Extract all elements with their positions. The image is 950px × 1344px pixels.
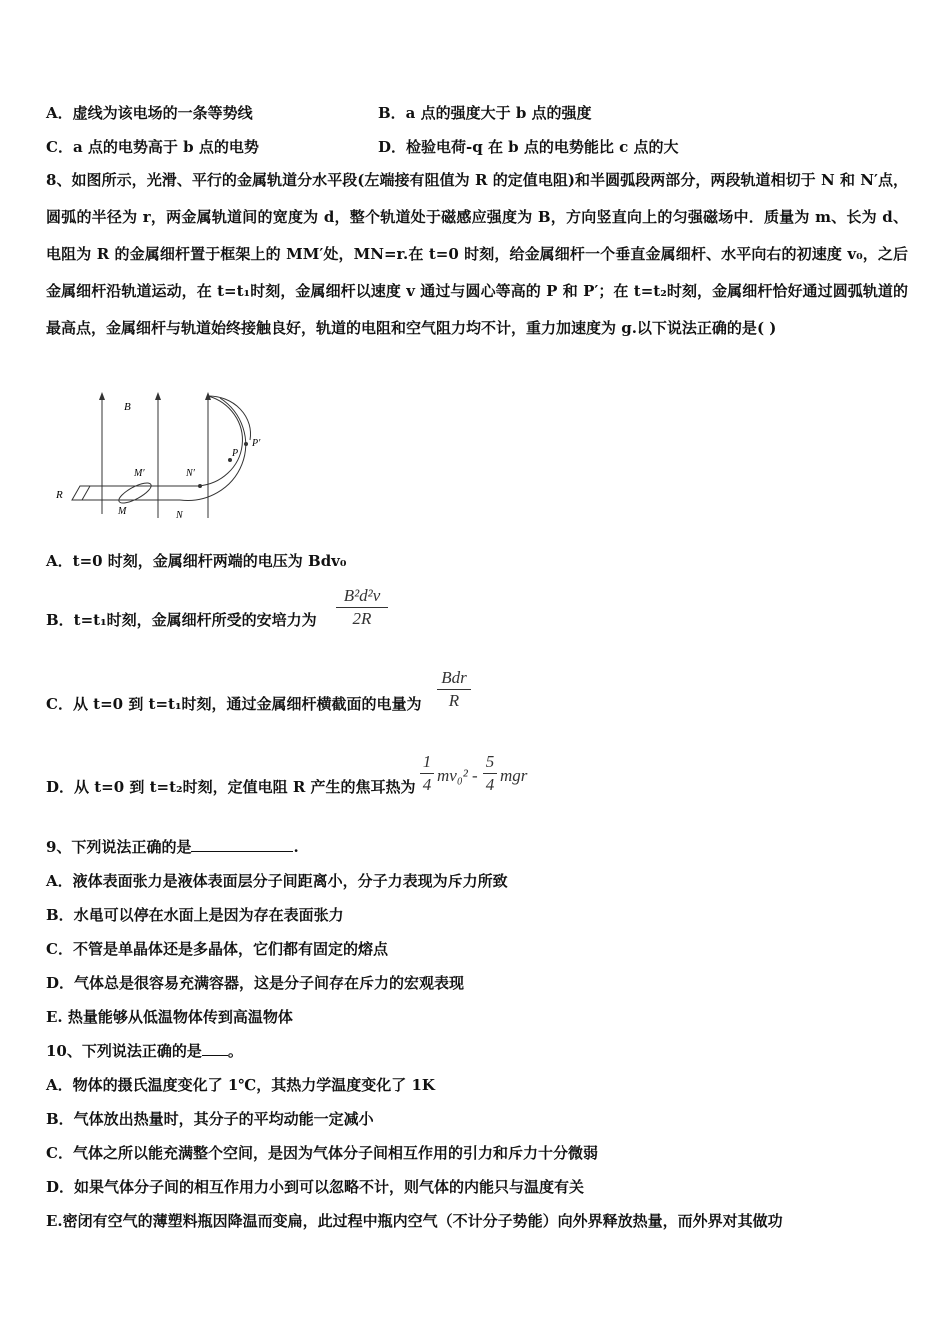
q8-figure (50, 388, 290, 532)
q9-option-c: C．不管是单晶体还是多晶体，它们都有固定的熔点 (46, 940, 388, 958)
q10-stem-text: 10、下列说法正确的是 (46, 1042, 202, 1060)
q8-c-denominator: R (448, 691, 460, 710)
label-p: P (232, 448, 239, 459)
q7-option-d: D．检验电荷-q 在 b 点的电势能比 c 点的大 (378, 138, 679, 156)
q10-option-d: D．如果气体分子间的相互作用力小到可以忽略不计，则气体的内能只与温度有关 (46, 1178, 585, 1196)
label-np: N′ (186, 468, 195, 479)
q10-option-e: E.密闭有空气的薄塑料瓶因降温而变扁，此过程中瓶内空气（不计分子势能）向外界释放热量，而外界对其做功 (46, 1212, 783, 1230)
label-r: R (56, 489, 63, 501)
q8-d-term-1: mv₀² (437, 766, 468, 785)
label-pp: P′ (252, 438, 261, 449)
q8-option-c: C．从 t=0 到 t=t₁时刻，通过金属细杆横截面的电量为 (46, 695, 422, 713)
label-mp: M′ (134, 468, 145, 479)
field-arrow-2-head (155, 392, 161, 400)
q7-option-c: C．a 点的电势高于 b 点的电势 (46, 138, 259, 156)
q10-stem: 10、下列说法正确的是 。 (46, 1042, 243, 1060)
field-arrow-1-head (99, 392, 105, 400)
q8-b-numerator: B²d²v (343, 586, 381, 605)
rail-diagram (50, 388, 290, 528)
q9-option-a: A．液体表面张力是液体表面层分子间距离小，分子力表现为斥力所致 (46, 872, 508, 890)
label-b: B (124, 401, 131, 413)
q9-stem: 9、下列说法正确的是 . (46, 838, 299, 856)
q10-option-c: C．气体之所以能充满整个空间，是因为气体分子间相互作用的引力和斥力十分微弱 (46, 1144, 598, 1162)
q8-option-b-fraction (336, 586, 388, 629)
q7-option-a: A．虚线为该电场的一条等势线 (46, 104, 253, 122)
q8-d-fraction-1: 1 4 (420, 752, 434, 795)
q8-d-term-2: mgr (500, 766, 528, 785)
q8-option-c-fraction (437, 668, 471, 711)
arc-inner (198, 396, 242, 486)
metal-rod (116, 479, 153, 506)
q8-d-fraction-2: 5 4 (483, 752, 497, 795)
q9-option-e: E. 热量能够从低温物体传到高温物体 (46, 1008, 293, 1026)
q8-b-denominator: 2R (352, 609, 372, 628)
q10-option-a: A．物体的摄氏温度变化了 1℃，其热力学温度变化了 1K (46, 1076, 435, 1094)
point-pp (244, 442, 248, 446)
q8-option-d: D．从 t=0 到 t=t₂时刻，定值电阻 R 产生的焦耳热为 (46, 778, 416, 796)
q8-c-numerator: Bdr (441, 668, 467, 687)
q9-option-d: D．气体总是很容易充满容器，这是分子间存在斥力的宏观表现 (46, 974, 465, 992)
q9-answer-blank[interactable] (191, 837, 293, 852)
q8-stem: 8、如图所示，光滑、平行的金属轨道分水平段(左端接有阻值为 R 的定值电阻)和半圆弧段两部分，两段轨道相切于 N 和 N′点，圆弧的半径为 r，两金属轨道间的宽度为 d，整个轨道处于磁感应强度为 B，方向竖直向上的匀强磁场中．质量为 m、长为 d、电阻为 R 的金属细杆置于框架上的 MM′处，MN=r.在 t=0 时刻，给金属细杆一个垂直金属细杆、水平向右的初速度 v₀，之后金属细杆沿轨道运动，在 t=t₁时刻，金属细杆以速度 v 通过与圆心等高的 P 和 P′；在 t=t₂时刻，金属细杆恰好通过圆弧轨道的最高点，金属细杆与轨道始终接触良好，轨道的电阻和空气阻力均不计，重力加速度为 g.以下说法正确的是( ) (46, 171, 908, 337)
q8-option-b: B．t=t₁时刻，金属细杆所受的安培力为 (46, 611, 317, 629)
q8-d-minus: - (472, 766, 478, 785)
q7-option-b: B．a 点的强度大于 b 点的强度 (378, 104, 592, 122)
point-np (198, 484, 202, 488)
q8-option-a: A．t=0 时刻，金属细杆两端的电压为 Bdv₀ (46, 552, 347, 570)
label-n: N (176, 510, 183, 521)
q9-stem-text: 9、下列说法正确的是 (46, 838, 192, 856)
q10-answer-blank[interactable] (202, 1041, 228, 1056)
resistor (72, 486, 90, 500)
q9-option-b: B．水黾可以停在水面上是因为存在表面张力 (46, 906, 344, 924)
q10-option-b: B．气体放出热量时，其分子的平均动能一定减小 (46, 1110, 374, 1128)
label-m: M (118, 506, 127, 517)
